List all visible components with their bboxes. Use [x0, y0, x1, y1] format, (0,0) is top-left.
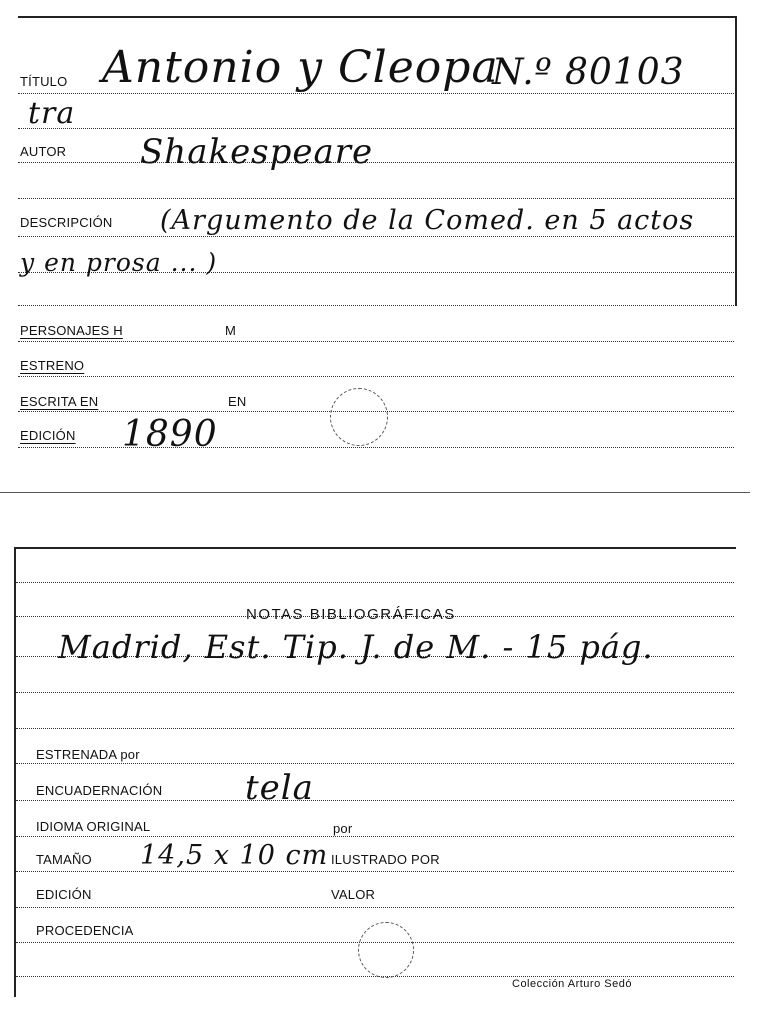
estrenada-label: ESTRENADA por — [36, 747, 140, 762]
dotted-rule — [16, 692, 734, 693]
dotted-rule — [18, 341, 734, 342]
escrita-label: ESCRITA EN — [20, 394, 99, 409]
encuadernacion-value: tela — [245, 768, 314, 808]
procedencia-label: PROCEDENCIA — [36, 923, 134, 938]
titulo-value: Antonio y Cleopa — [102, 42, 499, 93]
ilustrado-por-label: ILUSTRADO POR — [331, 852, 440, 867]
card-right-border — [735, 16, 737, 306]
punch-hole-mark — [330, 388, 388, 446]
dotted-rule — [16, 800, 734, 801]
dotted-rule — [16, 728, 734, 729]
descripcion-label: DESCRIPCIÓN — [20, 215, 113, 230]
estreno-label: ESTRENO — [20, 358, 85, 373]
card-top-border — [18, 16, 736, 18]
notas-value: Madrid, Est. Tip. J. de M. - 15 pág. — [58, 628, 654, 666]
dotted-rule — [18, 376, 734, 377]
card-bottom-edge — [0, 492, 750, 493]
titulo-number: N.º 80103 — [492, 52, 685, 93]
notas-bibliograficas-label: NOTAS BIBLIOGRÁFICAS — [246, 606, 456, 623]
personajes-m-label: M — [225, 323, 237, 338]
catalog-card-top — [0, 0, 759, 495]
personajes-label: PERSONAJES H — [20, 323, 123, 338]
titulo-label: TÍTULO — [20, 74, 68, 89]
valor-label: VALOR — [331, 887, 376, 902]
descripcion-value-line1: (Argumento de la Comed. en 5 actos — [160, 205, 695, 236]
tamano-value: 14,5 x 10 cm — [140, 840, 329, 871]
dotted-rule — [16, 907, 734, 908]
idioma-original-label: IDIOMA ORIGINAL — [36, 819, 151, 834]
encuadernacion-label: ENCUADERNACIÓN — [36, 783, 163, 798]
dotted-rule — [16, 836, 734, 837]
edicion-label: EDICIÓN — [20, 428, 76, 443]
dotted-rule — [18, 305, 734, 306]
edicion-value: 1890 — [122, 414, 218, 455]
dotted-rule — [18, 93, 734, 94]
card-top-border — [14, 547, 736, 549]
dotted-rule — [16, 763, 734, 764]
catalog-card-bottom — [0, 540, 759, 1028]
autor-value: Shakespeare — [140, 132, 374, 172]
collection-credit: Colección Arturo Sedó — [512, 978, 632, 990]
dotted-rule — [18, 236, 734, 237]
tamano-label: TAMAÑO — [36, 852, 92, 867]
card-left-border — [14, 547, 16, 997]
descripcion-value-line2: y en prosa ... ) — [20, 248, 218, 277]
dotted-rule — [16, 871, 734, 872]
titulo-value-continued: tra — [28, 96, 76, 131]
escrita-en-label: EN — [228, 394, 247, 409]
autor-label: AUTOR — [20, 144, 67, 159]
dotted-rule — [18, 128, 734, 129]
dotted-rule — [18, 198, 734, 199]
punch-hole-mark — [358, 922, 414, 978]
dotted-rule — [16, 582, 734, 583]
dotted-rule — [18, 162, 734, 163]
idioma-por-label: por — [333, 821, 353, 836]
edicion-label: EDICIÓN — [36, 887, 92, 902]
